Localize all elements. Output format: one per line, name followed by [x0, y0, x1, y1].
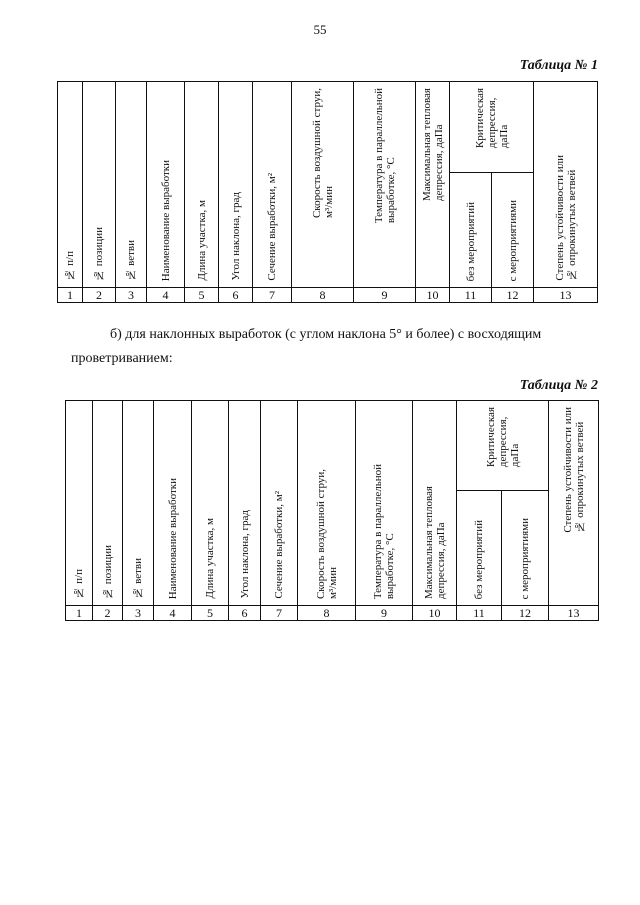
header-branch: № ветви: [123, 401, 154, 606]
paragraph-line-2: проветриванием:: [71, 351, 173, 366]
header-length: Длина участка, м: [185, 82, 219, 288]
column-number: 8: [292, 288, 354, 303]
column-number: 1: [66, 606, 93, 621]
header-temperature: Температура в параллельной выработке, °С: [356, 401, 413, 606]
column-number: 7: [261, 606, 298, 621]
table-1: [57, 81, 598, 303]
column-number: 11: [450, 288, 492, 303]
header-angle: Угол наклона, град: [219, 82, 253, 288]
header-critical-depression: Критическая депрессия, даПа: [457, 401, 549, 491]
column-number: 8: [298, 606, 356, 621]
column-number: 9: [356, 606, 413, 621]
column-number: 7: [253, 288, 292, 303]
column-number: 2: [83, 288, 116, 303]
table-2-title: Таблица № 2: [519, 378, 598, 393]
column-number: 12: [492, 288, 534, 303]
column-number: 6: [219, 288, 253, 303]
column-number: 4: [154, 606, 192, 621]
header-with-measures: с мероприятиями: [502, 491, 549, 606]
header-with-measures: с мероприятиями: [492, 173, 534, 288]
header-branch: № ветви: [116, 82, 147, 288]
header-name: Наименование выработки: [147, 82, 185, 288]
header-position: № позиции: [83, 82, 116, 288]
column-number: 13: [549, 606, 599, 621]
header-max-depression: Максимальная тепловая депрессия, даПа: [413, 401, 457, 606]
header-stability: Степень устойчивости или № опрокинутых ветвей: [534, 82, 598, 288]
column-number: 10: [416, 288, 450, 303]
page-number: 55: [313, 22, 327, 37]
column-number: 3: [123, 606, 154, 621]
header-np: № п/п: [58, 82, 83, 288]
header-max-depression: Максимальная тепловая депрессия, даПа: [416, 82, 450, 288]
header-name: Наименование выработки: [154, 401, 192, 606]
header-angle: Угол наклона, град: [229, 401, 261, 606]
header-without-measures: без мероприятий: [450, 173, 492, 288]
column-number: 5: [192, 606, 229, 621]
table-1-title: Таблица № 1: [519, 58, 598, 73]
header-section: Сечение выработки, м²: [261, 401, 298, 606]
header-stability: Степень устойчивости или № опрокинутых ветвей: [549, 401, 599, 606]
column-number: 2: [93, 606, 123, 621]
column-number: 1: [58, 288, 83, 303]
header-speed: Скорость воздушной струи, м³/мин: [298, 401, 356, 606]
column-number: 4: [147, 288, 185, 303]
column-number: 12: [502, 606, 549, 621]
column-number: 3: [116, 288, 147, 303]
paragraph-line-1: б) для наклонных выработок (с углом наклона 5° и более) с восходящим: [110, 327, 542, 342]
header-without-measures: без мероприятий: [457, 491, 502, 606]
header-temperature: Температура в параллельной выработке, °С: [354, 82, 416, 288]
column-number: 5: [185, 288, 219, 303]
header-length: Длина участка, м: [192, 401, 229, 606]
header-critical-depression: Критическая депрессия, даПа: [450, 82, 534, 173]
column-number: 10: [413, 606, 457, 621]
column-number: 13: [534, 288, 598, 303]
column-number: 9: [354, 288, 416, 303]
header-speed: Скорость воздушной струи, м³/мин: [292, 82, 354, 288]
column-number: 11: [457, 606, 502, 621]
header-section: Сечение выработки, м²: [253, 82, 292, 288]
header-np: № п/п: [66, 401, 93, 606]
column-number: 6: [229, 606, 261, 621]
table-2: [65, 400, 599, 621]
header-position: № позиции: [93, 401, 123, 606]
